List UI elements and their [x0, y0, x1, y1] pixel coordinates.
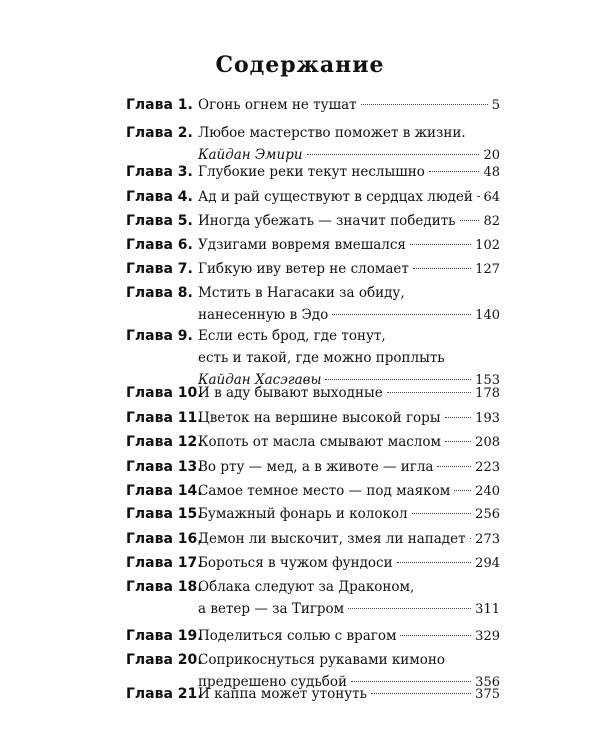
- dot-leader: [410, 243, 471, 245]
- page-number: 102: [475, 238, 500, 253]
- page-number: 294: [475, 556, 500, 571]
- chapter-title: И каппа может утонуть: [198, 686, 367, 702]
- dot-leader: [400, 634, 471, 636]
- chapter-title-line: [198, 504, 500, 524]
- chapter-title-line: [198, 432, 500, 452]
- chapter-title: Если есть брод, где тонут,: [198, 328, 386, 344]
- chapter-title-line: [198, 305, 500, 325]
- page-number: 20: [483, 148, 500, 163]
- dot-leader: [387, 391, 471, 393]
- page-number: 329: [475, 629, 500, 644]
- chapter-title: Глубокие реки текут неслышно: [198, 164, 425, 180]
- chapter-label: Глава 19.: [126, 628, 203, 644]
- dot-leader: [445, 416, 472, 418]
- chapter-label: Глава 2.: [126, 125, 193, 141]
- chapter-label: Глава 17.: [126, 555, 203, 571]
- page-number: 208: [475, 435, 500, 450]
- dot-leader: [361, 103, 488, 105]
- chapter-title: есть и такой, где можно проплыть: [198, 350, 445, 366]
- chapter-title-line: [198, 650, 500, 670]
- chapter-label: Глава 18.: [126, 579, 203, 595]
- chapter-title: Мстить в Нагасаки за обиду,: [198, 285, 405, 301]
- chapter-label: Глава 13.: [126, 459, 203, 475]
- chapter-title-line: [198, 235, 500, 255]
- chapter-title: Самое темное место — под маяком: [198, 483, 451, 499]
- chapter-label: Глава 15.: [126, 506, 203, 522]
- chapter-title: Демон ли выскочит, змея ли нападет: [198, 531, 466, 547]
- chapter-title: Цветок на вершине высокой горы: [198, 410, 441, 426]
- chapter-title: а ветер — за Тигром: [198, 601, 345, 617]
- chapter-title: И в аду бывают выходные: [198, 385, 383, 401]
- chapter-title-line: [198, 348, 500, 368]
- chapter-label: Глава 6.: [126, 237, 193, 253]
- page-number: 356: [475, 675, 500, 690]
- chapter-title-line: [198, 283, 500, 303]
- page-number: 273: [475, 532, 500, 547]
- dot-leader: [460, 219, 480, 221]
- chapter-title: нанесенную в Эдо: [198, 307, 329, 323]
- page-number: 127: [475, 262, 500, 277]
- page-number: 5: [491, 98, 500, 113]
- chapter-label: Глава 9.: [126, 328, 193, 344]
- page-number: 256: [475, 507, 500, 522]
- chapter-label: Глава 21.: [126, 686, 203, 702]
- page-number: 178: [475, 386, 500, 401]
- chapter-label: Глава 7.: [126, 261, 193, 277]
- dot-leader: [325, 378, 471, 380]
- dot-leader: [412, 512, 472, 514]
- chapter-label: Глава 11.: [126, 410, 203, 426]
- chapter-title-line: [198, 599, 500, 619]
- chapter-label: Глава 5.: [126, 213, 193, 229]
- chapter-title-line: [198, 326, 500, 346]
- chapter-label: Глава 1.: [126, 97, 193, 113]
- dot-leader: [445, 440, 471, 442]
- page-number: 153: [475, 373, 500, 388]
- chapter-title: предрешено судьбой: [198, 674, 347, 690]
- dot-leader: [437, 465, 471, 467]
- chapter-title: Облака следуют за Драконом,: [198, 579, 415, 595]
- chapter-title: Соприкоснуться рукавами кимоно: [198, 652, 446, 668]
- chapter-title-line: [198, 626, 500, 646]
- page-number: 140: [475, 308, 500, 323]
- chapter-title-line: [198, 529, 500, 549]
- chapter-label: Глава 3.: [126, 164, 193, 180]
- chapter-title: Иногда убежать — значит победить: [198, 213, 456, 229]
- chapter-title: Любое мастерство поможет в жизни.: [198, 125, 466, 141]
- dot-leader: [477, 195, 480, 197]
- chapter-title-line: [198, 684, 500, 704]
- chapter-label: Глава 16.: [126, 531, 203, 547]
- page-title: Содержание: [215, 52, 385, 78]
- dot-leader: [397, 561, 472, 563]
- page-number: 193: [475, 411, 500, 426]
- dot-leader: [454, 489, 471, 491]
- dot-leader: [429, 170, 480, 172]
- chapter-title: Во рту — мед, а в животе — игла: [198, 459, 434, 475]
- chapter-label: Глава 20.: [126, 652, 203, 668]
- chapter-title: Ад и рай существуют в сердцах людей: [198, 189, 473, 205]
- chapter-label: Глава 14.: [126, 483, 203, 499]
- page-number: 375: [475, 687, 500, 702]
- chapter-subtitle: Кайдан Эмири: [198, 147, 303, 163]
- page-number: 311: [475, 602, 500, 617]
- chapter-title-line: [198, 187, 500, 207]
- chapter-title: Бороться в чужом фундоси: [198, 555, 393, 571]
- dot-leader: [371, 692, 471, 694]
- dot-leader: [413, 267, 471, 269]
- chapter-title: Удзигами вовремя вмешался: [198, 237, 406, 253]
- chapter-label: Глава 4.: [126, 189, 193, 205]
- dot-leader: [351, 680, 471, 682]
- chapter-title: Бумажный фонарь и колокол: [198, 506, 408, 522]
- chapter-title-line: [198, 123, 500, 143]
- chapter-title-line: [198, 577, 500, 597]
- chapter-label: Глава 10.: [126, 385, 203, 401]
- chapter-title-line: [198, 259, 500, 279]
- page-number: 240: [475, 484, 500, 499]
- chapter-title: Огонь огнем не тушат: [198, 97, 357, 113]
- chapter-title: Гибкую иву ветер не сломает: [198, 261, 409, 277]
- chapter-subtitle: Кайдан Хасэгавы: [198, 372, 322, 388]
- chapter-title-line: [198, 457, 500, 477]
- page-number: 82: [483, 214, 500, 229]
- dot-leader: [348, 607, 471, 609]
- chapter-title-line: [198, 408, 500, 428]
- dot-leader: [470, 537, 472, 539]
- chapter-title-line: [198, 95, 500, 115]
- dot-leader: [332, 313, 471, 315]
- chapter-title-line: [198, 481, 500, 501]
- chapter-title: Копоть от масла смывают маслом: [198, 434, 442, 450]
- chapter-title-line: [198, 162, 500, 182]
- page-number: 223: [475, 460, 500, 475]
- chapter-label: Глава 8.: [126, 285, 193, 301]
- page-number: 64: [483, 190, 500, 205]
- chapter-title-line: [198, 211, 500, 231]
- chapter-title-line: [198, 383, 500, 403]
- chapter-label: Глава 12.: [126, 434, 203, 450]
- page-number: 48: [483, 165, 500, 180]
- dot-leader: [307, 153, 480, 155]
- chapter-title: Поделиться солью с врагом: [198, 628, 397, 644]
- chapter-title-line: [198, 553, 500, 573]
